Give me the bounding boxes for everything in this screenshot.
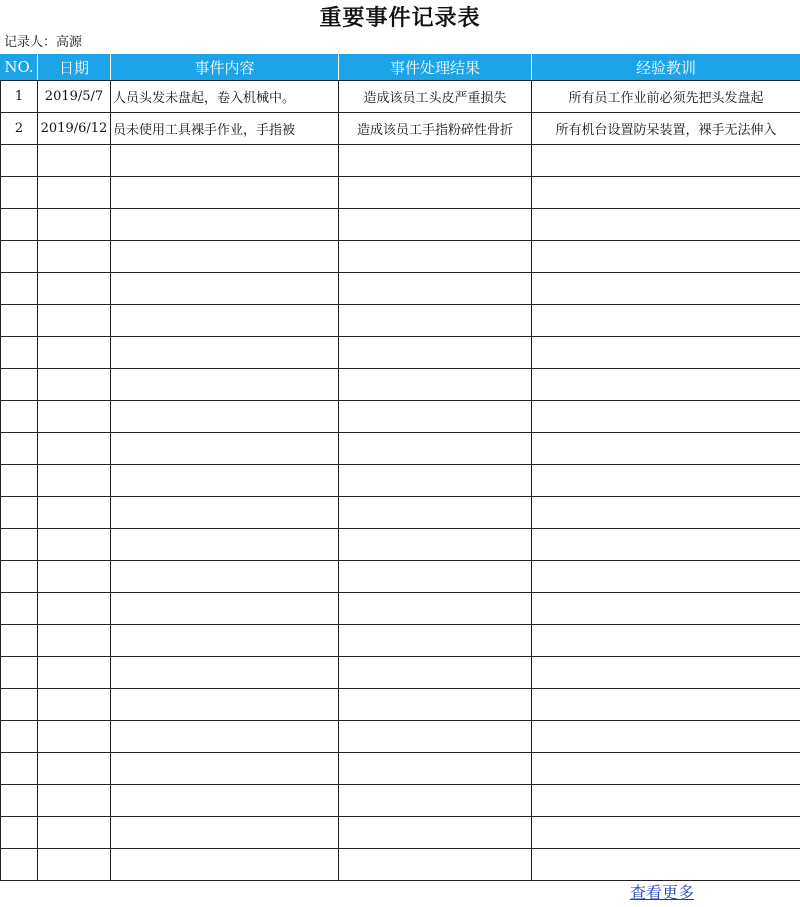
cell-event-content[interactable] xyxy=(111,273,339,305)
cell-handling-result[interactable] xyxy=(339,657,532,689)
cell-no[interactable] xyxy=(1,465,38,497)
cell-lessons-learned[interactable] xyxy=(532,561,800,593)
table-row xyxy=(1,401,800,433)
cell-no[interactable] xyxy=(1,657,38,689)
cell-no[interactable] xyxy=(1,817,38,849)
cell-event-content[interactable] xyxy=(111,401,339,433)
cell-event-content[interactable] xyxy=(111,593,339,625)
cell-date[interactable] xyxy=(38,369,111,401)
cell-handling-result[interactable] xyxy=(339,817,532,849)
cell-date[interactable]: 2019/6/12 xyxy=(38,113,111,145)
cell-lessons-learned[interactable]: 所有员工作业前必须先把头发盘起 xyxy=(532,81,800,113)
cell-handling-result[interactable]: 造成该员工手指粉碎性骨折 xyxy=(339,113,532,145)
cell-date[interactable] xyxy=(38,241,111,273)
header-row xyxy=(1,54,800,81)
cell-date[interactable] xyxy=(38,561,111,593)
cell-event-content[interactable] xyxy=(111,689,339,721)
cell-no[interactable] xyxy=(1,497,38,529)
header-handling-result: 事件处理结果 xyxy=(339,54,532,81)
cell-lessons-learned[interactable] xyxy=(532,337,800,369)
cell-event-content[interactable] xyxy=(111,753,339,785)
page-title: 重要事件记录表 xyxy=(319,5,481,31)
cell-lessons-learned[interactable]: 所有机台设置防呆装置，裸手无法伸入 xyxy=(532,113,800,145)
cell-date[interactable] xyxy=(38,273,111,305)
cell-no[interactable] xyxy=(1,625,38,657)
cell-lessons-learned[interactable] xyxy=(532,625,800,657)
cell-event-content[interactable] xyxy=(111,241,339,273)
cell-handling-result[interactable] xyxy=(339,337,532,369)
cell-lessons-learned[interactable] xyxy=(532,657,800,689)
header-event-content: 事件内容 xyxy=(111,54,339,81)
cell-no[interactable] xyxy=(1,401,38,433)
cell-lessons-learned[interactable] xyxy=(532,369,800,401)
cell-date[interactable] xyxy=(38,401,111,433)
table-row xyxy=(1,209,800,241)
header-lessons-learned: 经验教训 xyxy=(532,54,800,81)
cell-date[interactable] xyxy=(38,337,111,369)
cell-event-content[interactable] xyxy=(111,817,339,849)
cell-date[interactable] xyxy=(38,209,111,241)
cell-handling-result[interactable] xyxy=(339,241,532,273)
cell-lessons-learned[interactable] xyxy=(532,689,800,721)
cell-lessons-learned[interactable] xyxy=(532,785,800,817)
cell-date[interactable] xyxy=(38,817,111,849)
cell-lessons-learned[interactable] xyxy=(532,209,800,241)
cell-handling-result[interactable] xyxy=(339,465,532,497)
table-row xyxy=(1,81,800,113)
cell-handling-result[interactable] xyxy=(339,273,532,305)
cell-event-content[interactable] xyxy=(111,305,339,337)
cell-handling-result[interactable] xyxy=(339,529,532,561)
cell-lessons-learned[interactable] xyxy=(532,465,800,497)
cell-handling-result[interactable] xyxy=(339,433,532,465)
cell-handling-result[interactable] xyxy=(339,209,532,241)
cell-handling-result[interactable] xyxy=(339,177,532,209)
table-row xyxy=(1,817,800,849)
cell-handling-result[interactable] xyxy=(339,785,532,817)
cell-lessons-learned[interactable] xyxy=(532,817,800,849)
cell-event-content[interactable]: 人员头发未盘起，卷入机械中。 xyxy=(111,81,339,113)
cell-event-content[interactable] xyxy=(111,465,339,497)
table-row xyxy=(1,849,800,881)
cell-no[interactable] xyxy=(1,529,38,561)
cell-no[interactable] xyxy=(1,849,38,881)
cell-event-content[interactable] xyxy=(111,145,339,177)
table-row xyxy=(1,145,800,177)
cell-event-content[interactable] xyxy=(111,657,339,689)
cell-date[interactable] xyxy=(38,177,111,209)
cell-date[interactable]: 2019/5/7 xyxy=(38,81,111,113)
cell-lessons-learned[interactable] xyxy=(532,721,800,753)
cell-event-content[interactable] xyxy=(111,529,339,561)
table-row xyxy=(1,785,800,817)
table-row xyxy=(1,529,800,561)
cell-date[interactable] xyxy=(38,433,111,465)
cell-event-content[interactable] xyxy=(111,561,339,593)
table-row xyxy=(1,273,800,305)
cell-event-content[interactable] xyxy=(111,625,339,657)
table-row xyxy=(1,433,800,465)
cell-date[interactable] xyxy=(38,753,111,785)
cell-no[interactable] xyxy=(1,433,38,465)
cell-handling-result[interactable] xyxy=(339,369,532,401)
cell-date[interactable] xyxy=(38,849,111,881)
cell-handling-result[interactable] xyxy=(339,497,532,529)
cell-event-content[interactable] xyxy=(111,785,339,817)
cell-handling-result[interactable] xyxy=(339,625,532,657)
cell-event-content[interactable] xyxy=(111,849,339,881)
cell-date[interactable] xyxy=(38,689,111,721)
cell-event-content[interactable] xyxy=(111,177,339,209)
table-body xyxy=(1,81,800,881)
cell-no[interactable] xyxy=(1,305,38,337)
cell-no[interactable] xyxy=(1,593,38,625)
cell-handling-result[interactable] xyxy=(339,305,532,337)
cell-event-content[interactable] xyxy=(111,433,339,465)
cell-lessons-learned[interactable] xyxy=(532,305,800,337)
cell-no[interactable]: 2 xyxy=(1,113,38,145)
table-row xyxy=(1,625,800,657)
cell-no[interactable] xyxy=(1,561,38,593)
cell-date[interactable] xyxy=(38,625,111,657)
cell-date[interactable] xyxy=(38,721,111,753)
cell-event-content[interactable] xyxy=(111,369,339,401)
table-row xyxy=(1,337,800,369)
cell-handling-result[interactable] xyxy=(339,561,532,593)
record-table xyxy=(0,53,800,881)
cell-handling-result[interactable] xyxy=(339,593,532,625)
cell-date[interactable] xyxy=(38,529,111,561)
cell-lessons-learned[interactable] xyxy=(532,849,800,881)
cell-lessons-learned[interactable] xyxy=(532,401,800,433)
cell-lessons-learned[interactable] xyxy=(532,241,800,273)
table-row xyxy=(1,753,800,785)
cell-no[interactable] xyxy=(1,177,38,209)
table-row xyxy=(1,369,800,401)
table-row xyxy=(1,305,800,337)
cell-date[interactable] xyxy=(38,497,111,529)
table-row xyxy=(1,657,800,689)
cell-handling-result[interactable] xyxy=(339,145,532,177)
cell-handling-result[interactable] xyxy=(339,849,532,881)
table-row xyxy=(1,465,800,497)
header-no: NO. xyxy=(1,54,38,81)
cell-date[interactable] xyxy=(38,465,111,497)
cell-no[interactable] xyxy=(1,273,38,305)
cell-lessons-learned[interactable] xyxy=(532,433,800,465)
cell-event-content[interactable] xyxy=(111,209,339,241)
cell-lessons-learned[interactable] xyxy=(532,273,800,305)
cell-no[interactable] xyxy=(1,721,38,753)
cell-lessons-learned[interactable] xyxy=(532,529,800,561)
cell-lessons-learned[interactable] xyxy=(532,145,800,177)
table-row xyxy=(1,113,800,145)
cell-date[interactable] xyxy=(38,305,111,337)
cell-no[interactable]: 1 xyxy=(1,81,38,113)
table-row xyxy=(1,721,800,753)
cell-no[interactable] xyxy=(1,337,38,369)
table-row xyxy=(1,689,800,721)
cell-no[interactable] xyxy=(1,241,38,273)
cell-lessons-learned[interactable] xyxy=(532,497,800,529)
recorder-label: 记录人：高源 xyxy=(4,35,83,50)
cell-date[interactable] xyxy=(38,657,111,689)
cell-handling-result[interactable] xyxy=(339,721,532,753)
cell-handling-result[interactable] xyxy=(339,401,532,433)
cell-no[interactable] xyxy=(1,689,38,721)
table-row xyxy=(1,241,800,273)
cell-no[interactable] xyxy=(1,369,38,401)
cell-handling-result[interactable] xyxy=(339,689,532,721)
cell-no[interactable] xyxy=(1,753,38,785)
table-row xyxy=(1,177,800,209)
cell-handling-result[interactable] xyxy=(339,753,532,785)
cell-lessons-learned[interactable] xyxy=(532,753,800,785)
header-date: 日期 xyxy=(38,54,111,81)
cell-handling-result[interactable]: 造成该员工头皮严重损失 xyxy=(339,81,532,113)
cell-date[interactable] xyxy=(38,785,111,817)
cell-date[interactable] xyxy=(38,145,111,177)
cell-no[interactable] xyxy=(1,145,38,177)
view-more-link[interactable]: 查看更多 xyxy=(630,883,695,902)
cell-lessons-learned[interactable] xyxy=(532,593,800,625)
cell-no[interactable] xyxy=(1,785,38,817)
table-row xyxy=(1,497,800,529)
cell-event-content[interactable]: 员未使用工具裸手作业，手指被 xyxy=(111,113,339,145)
cell-event-content[interactable] xyxy=(111,721,339,753)
cell-event-content[interactable] xyxy=(111,497,339,529)
cell-event-content[interactable] xyxy=(111,337,339,369)
cell-date[interactable] xyxy=(38,593,111,625)
cell-lessons-learned[interactable] xyxy=(532,177,800,209)
table-row xyxy=(1,593,800,625)
table-row xyxy=(1,561,800,593)
cell-no[interactable] xyxy=(1,209,38,241)
